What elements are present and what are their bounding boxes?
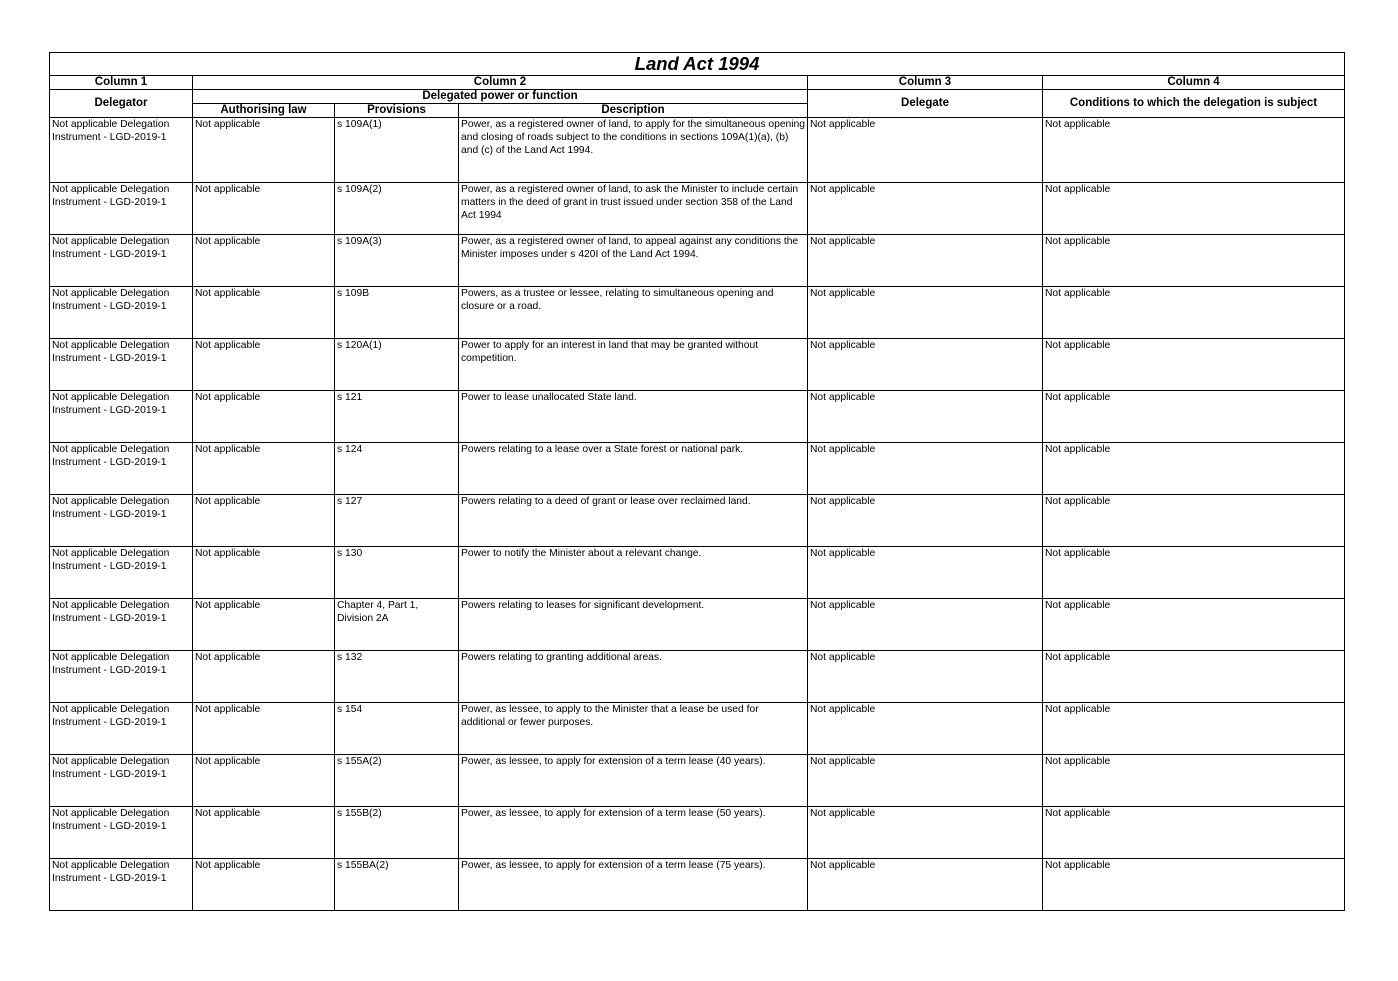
conditions-cell: Not applicable	[1043, 859, 1345, 911]
document-title: Land Act 1994	[50, 53, 1345, 76]
table-row	[50, 703, 1345, 755]
description-cell: Power, as lessee, to apply for extension of a term lease (75 years).	[459, 859, 808, 911]
description-cell: Power, as lessee, to apply to the Minister that a lease be used for additional or fewer purposes.	[459, 703, 808, 755]
table-header	[50, 53, 1345, 118]
authorising-law-cell: Not applicable	[193, 807, 335, 859]
table-row	[50, 235, 1345, 287]
table-row	[50, 183, 1345, 235]
provisions-cell: s 109A(3)	[335, 235, 459, 287]
provisions-cell: s 109B	[335, 287, 459, 339]
provisions-cell: s 120A(1)	[335, 339, 459, 391]
authorising-law-cell: Not applicable	[193, 118, 335, 183]
table-row	[50, 287, 1345, 339]
column-1-header: Column 1	[50, 76, 193, 90]
delegate-header: Delegate	[808, 90, 1043, 118]
table-body	[50, 118, 1345, 911]
delegator-cell: Not applicable Delegation Instrument - LGD-2019-1	[50, 183, 193, 235]
description-cell: Power, as a registered owner of land, to ask the Minister to include certain matters in the deed of grant in trust issued under section 358 of the Land Act 1994	[459, 183, 808, 235]
authorising-law-cell: Not applicable	[193, 859, 335, 911]
authorising-law-cell: Not applicable	[193, 651, 335, 703]
authorising-law-cell: Not applicable	[193, 547, 335, 599]
provisions-cell: s 130	[335, 547, 459, 599]
table-row	[50, 118, 1345, 183]
column-3-header: Column 3	[808, 76, 1043, 90]
delegate-cell: Not applicable	[808, 547, 1043, 599]
delegate-cell: Not applicable	[808, 235, 1043, 287]
authorising-law-cell: Not applicable	[193, 703, 335, 755]
provisions-cell: Chapter 4, Part 1, Division 2A	[335, 599, 459, 651]
conditions-cell: Not applicable	[1043, 443, 1345, 495]
provisions-cell: s 109A(1)	[335, 118, 459, 183]
authorising-law-header: Authorising law	[193, 104, 335, 118]
description-cell: Power, as lessee, to apply for extension of a term lease (50 years).	[459, 807, 808, 859]
delegate-cell: Not applicable	[808, 391, 1043, 443]
provisions-cell: s 155BA(2)	[335, 859, 459, 911]
delegator-header: Delegator	[50, 90, 193, 118]
authorising-law-cell: Not applicable	[193, 339, 335, 391]
provisions-header: Provisions	[335, 104, 459, 118]
delegator-cell: Not applicable Delegation Instrument - LGD-2019-1	[50, 495, 193, 547]
provisions-cell: s 155A(2)	[335, 755, 459, 807]
table-row	[50, 755, 1345, 807]
description-cell: Power to notify the Minister about a relevant change.	[459, 547, 808, 599]
table-row	[50, 651, 1345, 703]
delegate-cell: Not applicable	[808, 599, 1043, 651]
delegator-cell: Not applicable Delegation Instrument - LGD-2019-1	[50, 443, 193, 495]
delegator-cell: Not applicable Delegation Instrument - LGD-2019-1	[50, 651, 193, 703]
column-2-header: Column 2	[193, 76, 808, 90]
table-row	[50, 443, 1345, 495]
conditions-cell: Not applicable	[1043, 339, 1345, 391]
description-cell: Power, as lessee, to apply for extension of a term lease (40 years).	[459, 755, 808, 807]
description-cell: Power to apply for an interest in land that may be granted without competition.	[459, 339, 808, 391]
delegate-cell: Not applicable	[808, 755, 1043, 807]
delegator-cell: Not applicable Delegation Instrument - LGD-2019-1	[50, 235, 193, 287]
description-cell: Powers relating to granting additional areas.	[459, 651, 808, 703]
authorising-law-cell: Not applicable	[193, 495, 335, 547]
provisions-cell: s 154	[335, 703, 459, 755]
description-cell: Power to lease unallocated State land.	[459, 391, 808, 443]
provisions-cell: s 109A(2)	[335, 183, 459, 235]
delegator-cell: Not applicable Delegation Instrument - LGD-2019-1	[50, 755, 193, 807]
delegated-power-header: Delegated power or function	[193, 90, 808, 104]
delegator-cell: Not applicable Delegation Instrument - LGD-2019-1	[50, 339, 193, 391]
delegate-cell: Not applicable	[808, 183, 1043, 235]
description-cell: Powers relating to leases for significant development.	[459, 599, 808, 651]
delegator-cell: Not applicable Delegation Instrument - LGD-2019-1	[50, 287, 193, 339]
provisions-cell: s 124	[335, 443, 459, 495]
delegate-cell: Not applicable	[808, 807, 1043, 859]
delegate-cell: Not applicable	[808, 495, 1043, 547]
description-cell: Power, as a registered owner of land, to appeal against any conditions the Minister imposes under s 420I of the Land Act 1994.	[459, 235, 808, 287]
conditions-cell: Not applicable	[1043, 235, 1345, 287]
table-row	[50, 859, 1345, 911]
provisions-cell: s 155B(2)	[335, 807, 459, 859]
conditions-cell: Not applicable	[1043, 183, 1345, 235]
delegate-cell: Not applicable	[808, 651, 1043, 703]
delegate-cell: Not applicable	[808, 443, 1043, 495]
delegate-cell: Not applicable	[808, 118, 1043, 183]
conditions-cell: Not applicable	[1043, 287, 1345, 339]
delegation-table	[49, 52, 1345, 911]
table-row	[50, 339, 1345, 391]
conditions-cell: Not applicable	[1043, 703, 1345, 755]
delegator-cell: Not applicable Delegation Instrument - LGD-2019-1	[50, 118, 193, 183]
authorising-law-cell: Not applicable	[193, 755, 335, 807]
delegator-cell: Not applicable Delegation Instrument - LGD-2019-1	[50, 703, 193, 755]
table-row	[50, 599, 1345, 651]
provisions-cell: s 132	[335, 651, 459, 703]
conditions-cell: Not applicable	[1043, 547, 1345, 599]
delegator-cell: Not applicable Delegation Instrument - LGD-2019-1	[50, 807, 193, 859]
description-header: Description	[459, 104, 808, 118]
table-row	[50, 547, 1345, 599]
delegator-cell: Not applicable Delegation Instrument - LGD-2019-1	[50, 547, 193, 599]
conditions-cell: Not applicable	[1043, 651, 1345, 703]
conditions-cell: Not applicable	[1043, 495, 1345, 547]
description-cell: Powers relating to a deed of grant or lease over reclaimed land.	[459, 495, 808, 547]
authorising-law-cell: Not applicable	[193, 443, 335, 495]
authorising-law-cell: Not applicable	[193, 183, 335, 235]
delegate-cell: Not applicable	[808, 339, 1043, 391]
conditions-cell: Not applicable	[1043, 118, 1345, 183]
delegator-cell: Not applicable Delegation Instrument - LGD-2019-1	[50, 599, 193, 651]
delegator-cell: Not applicable Delegation Instrument - LGD-2019-1	[50, 391, 193, 443]
authorising-law-cell: Not applicable	[193, 599, 335, 651]
authorising-law-cell: Not applicable	[193, 235, 335, 287]
delegate-cell: Not applicable	[808, 287, 1043, 339]
description-cell: Power, as a registered owner of land, to apply for the simultaneous opening and closing of roads subject to the conditions in sections 109A(1)(a), (b) and (c) of the Land Act 1994.	[459, 118, 808, 183]
delegator-cell: Not applicable Delegation Instrument - LGD-2019-1	[50, 859, 193, 911]
table-row	[50, 495, 1345, 547]
description-cell: Powers relating to a lease over a State forest or national park.	[459, 443, 808, 495]
table-row	[50, 391, 1345, 443]
provisions-cell: s 121	[335, 391, 459, 443]
conditions-cell: Not applicable	[1043, 391, 1345, 443]
delegate-cell: Not applicable	[808, 859, 1043, 911]
column-4-header: Column 4	[1043, 76, 1345, 90]
conditions-cell: Not applicable	[1043, 807, 1345, 859]
conditions-header: Conditions to which the delegation is subject	[1043, 90, 1345, 118]
authorising-law-cell: Not applicable	[193, 391, 335, 443]
table-row	[50, 807, 1345, 859]
authorising-law-cell: Not applicable	[193, 287, 335, 339]
provisions-cell: s 127	[335, 495, 459, 547]
conditions-cell: Not applicable	[1043, 599, 1345, 651]
delegate-cell: Not applicable	[808, 703, 1043, 755]
description-cell: Powers, as a trustee or lessee, relating to simultaneous opening and closure or a road.	[459, 287, 808, 339]
conditions-cell: Not applicable	[1043, 755, 1345, 807]
